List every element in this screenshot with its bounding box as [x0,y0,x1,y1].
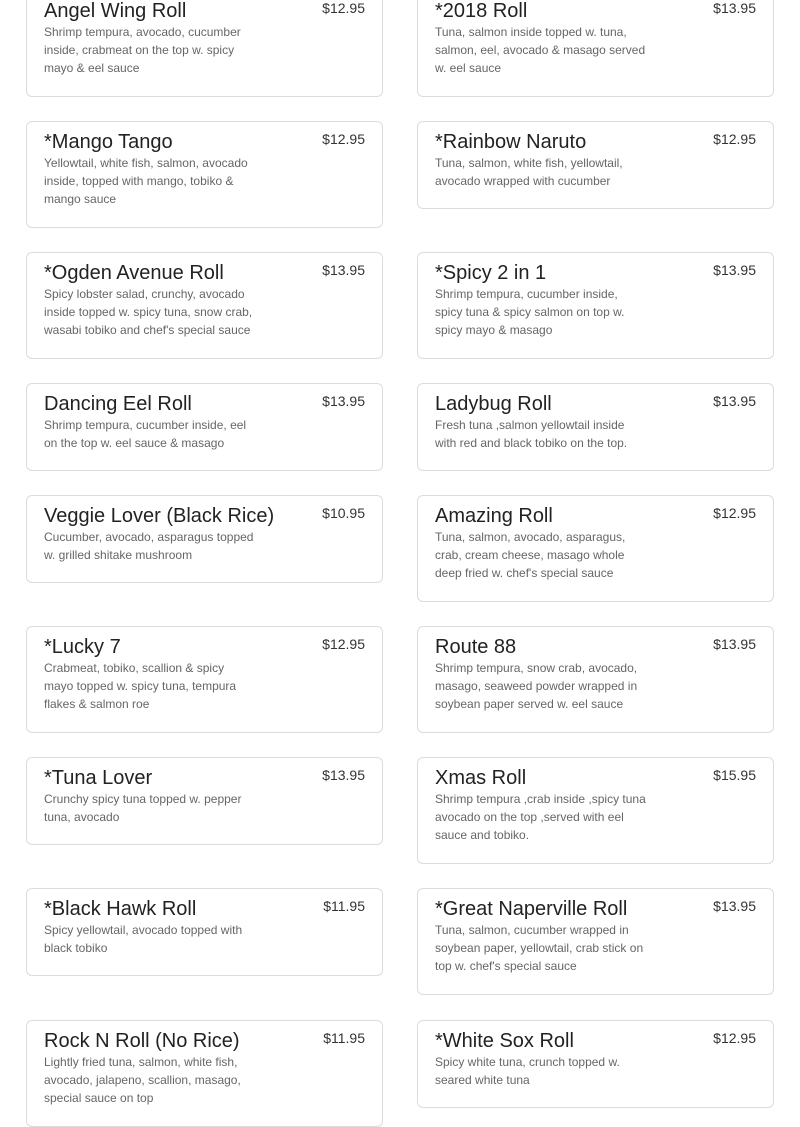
menu-item-price: $13.95 [713,636,756,652]
menu-item-price: $13.95 [713,0,756,16]
menu-item-description: Shrimp tempura ,crab inside ,spicy tuna avocado on the top ,served with eel sauce and tobiko. [435,792,646,843]
menu-item-price: $10.95 [322,505,365,521]
menu-item-card-black-hawk-roll[interactable] [26,888,383,976]
menu-item-name: *Mango Tango [44,131,173,153]
menu-item-description: Crabmeat, tobiko, scallion & spicy mayo topped w. spicy tuna, tempura flakes & salmon roe [44,661,237,712]
menu-item-description: Tuna, salmon, white fish, yellowtail, avocado wrapped with cucumber [435,156,623,189]
menu-item-name: *White Sox Roll [435,1030,574,1052]
menu-item-name: *Spicy 2 in 1 [435,262,547,284]
menu-item-description: Spicy white tuna, crunch topped w. seared white tuna [435,1055,620,1088]
menu-item-description: Cucumber, avocado, asparagus topped w. grilled shitake mushroom [44,530,254,563]
menu-item-card-rainbow-naruto[interactable] [417,121,774,209]
menu-item-card-ladybug-roll[interactable] [417,383,774,471]
menu-item-description: Fresh tuna ,salmon yellowtail inside with red and black tobiko on the top. [435,418,628,451]
menu-item-price: $13.95 [713,393,756,409]
menu-item-card-ogden-avenue-roll[interactable] [26,252,383,359]
menu-item-card-great-naperville-roll[interactable] [417,888,774,995]
menu-item-card-mango-tango[interactable] [26,121,383,228]
menu-item-card-white-sox-roll[interactable] [417,1020,774,1108]
menu-item-name: *Ogden Avenue Roll [44,262,224,284]
menu-item-name: *Great Naperville Roll [435,898,628,920]
menu-item-price: $12.95 [713,1030,756,1046]
menu-item-price: $12.95 [322,131,365,147]
menu-item-description: Shrimp tempura, cucumber inside, eel on the top w. eel sauce & masago [44,418,247,451]
menu-item-name: *2018 Roll [435,0,528,22]
menu-item-name: Amazing Roll [435,505,553,527]
menu-item-card-xmas-roll[interactable] [417,757,774,864]
menu-item-description: Tuna, salmon, cucumber wrapped in soybean paper, yellowtail, crab stick on top w. chef's special sauce [435,923,644,974]
menu-item-name: Angel Wing Roll [44,0,187,22]
menu-item-price: $12.95 [322,636,365,652]
menu-item-name: Route 88 [435,636,517,658]
menu-item-card-spicy-2-in-1[interactable] [417,252,774,359]
menu-item-price: $11.95 [323,1030,365,1046]
menu-item-description: Yellowtail, white fish, salmon, avocado inside, topped with mango, tobiko & mango sauce [44,156,248,207]
menu-item-description: Spicy lobster salad, crunchy, avocado inside topped w. spicy tuna, snow crab, wasabi tobiko and chef's special sauce [44,287,253,338]
menu-item-price: $13.95 [322,767,365,783]
menu-item-name: *Lucky 7 [44,636,121,658]
menu-item-price: $11.95 [323,898,365,914]
menu-item-price: $12.95 [713,131,756,147]
menu-item-description: Shrimp tempura, cucumber inside, spicy tuna & spicy salmon on top w. spicy mayo & masago [435,287,625,338]
menu-item-price: $12.95 [322,0,365,16]
menu-item-card-tuna-lover[interactable] [26,757,383,845]
menu-item-price: $13.95 [713,898,756,914]
menu-item-name: *Black Hawk Roll [44,898,197,920]
menu-item-name: Ladybug Roll [435,393,552,415]
menu-item-description: Crunchy spicy tuna topped w. pepper tuna, avocado [44,792,242,825]
menu-item-name: Xmas Roll [435,767,527,789]
menu-item-price: $13.95 [322,393,365,409]
menu-item-name: *Rainbow Naruto [435,131,587,153]
menu-item-name: Rock N Roll (No Rice) [44,1030,240,1052]
menu-item-card-veggie-lover[interactable] [26,495,383,583]
menu-item-card-route-88[interactable] [417,626,774,733]
menu-item-price: $12.95 [713,505,756,521]
menu-item-description: Tuna, salmon inside topped w. tuna, salmon, eel, avocado & masago served w. eel sauce [435,25,646,76]
menu-item-card-angel-wing-roll[interactable] [26,0,383,97]
menu-item-description: Lightly fried tuna, salmon, white fish, avocado, jalapeno, scallion, masago, special sauce on top [44,1055,241,1106]
menu-item-price: $13.95 [322,262,365,278]
menu-item-card-rock-n-roll[interactable] [26,1020,383,1127]
menu-item-name: Dancing Eel Roll [44,393,192,415]
menu-item-description: Spicy yellowtail, avocado topped with black tobiko [44,923,243,956]
menu-item-description: Shrimp tempura, avocado, cucumber inside, crabmeat on the top w. spicy mayo & eel sauce [44,25,241,76]
menu-item-card-lucky-7[interactable] [26,626,383,733]
menu-item-card-amazing-roll[interactable] [417,495,774,602]
menu-item-card-dancing-eel-roll[interactable] [26,383,383,471]
menu-item-price: $15.95 [713,767,756,783]
menu-item-name: *Tuna Lover [44,767,153,789]
menu-item-card-2018-roll[interactable] [417,0,774,97]
menu-item-name: Veggie Lover (Black Rice) [44,505,275,527]
menu-item-description: Shrimp tempura, snow crab, avocado, masago, seaweed powder wrapped in soybean paper served w. eel sauce [435,661,638,712]
menu-item-price: $13.95 [713,262,756,278]
menu-item-description: Tuna, salmon, avocado, asparagus, crab, cream cheese, masago whole deep fried w. chef's special sauce [435,530,626,581]
